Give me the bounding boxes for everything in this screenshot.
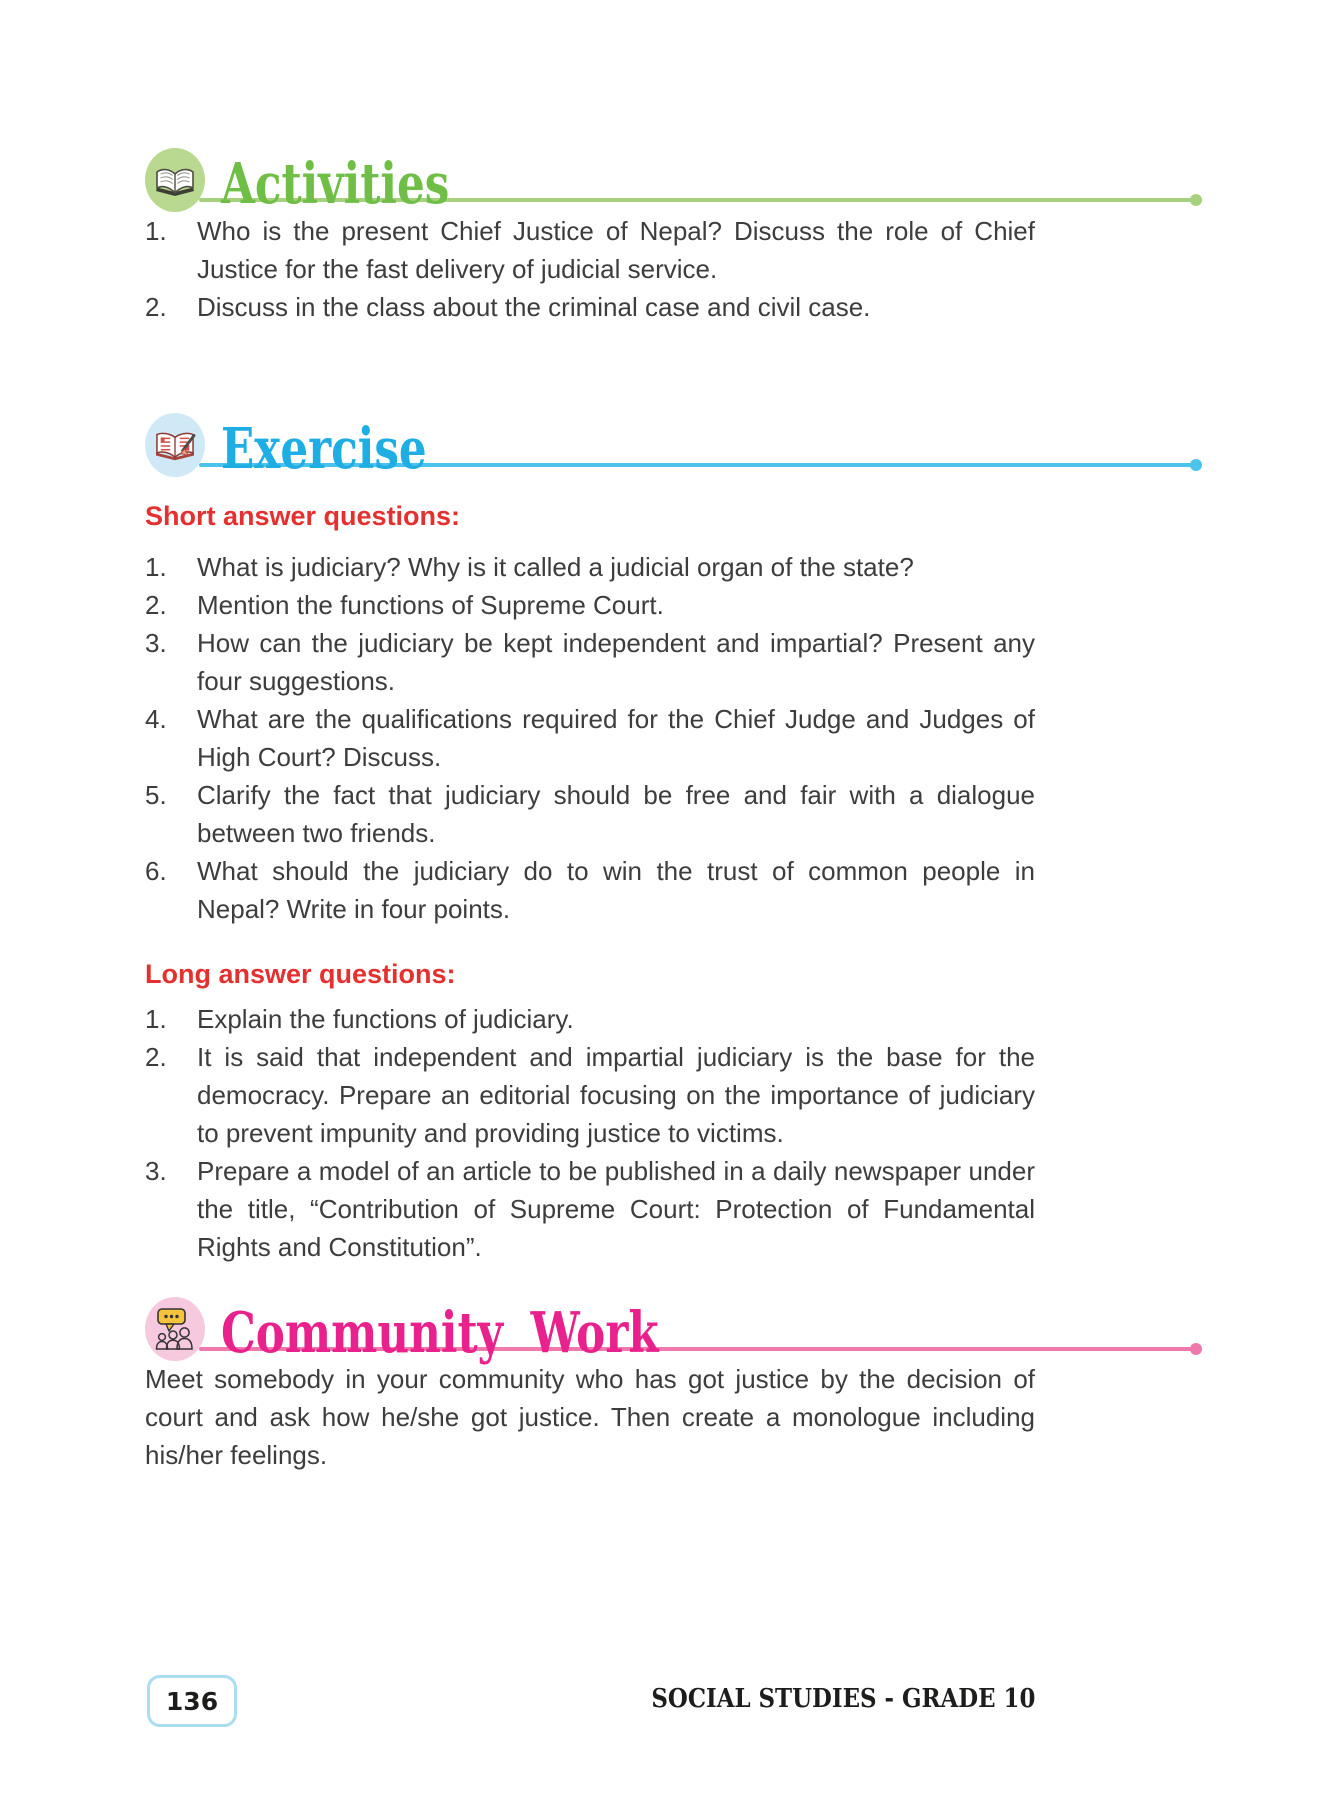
short-answer-list	[145, 548, 1035, 928]
list-item	[145, 1000, 1035, 1038]
activities-title: Activities	[221, 151, 450, 217]
list-item	[145, 776, 1035, 852]
item-text: What is judiciary? Why is it called a judicial organ of the state?	[197, 552, 914, 582]
footer-book-title: SOCIAL STUDIES - GRADE 10	[650, 1684, 1035, 1714]
item-number: 2.	[145, 590, 167, 620]
list-item	[145, 586, 1035, 624]
community-people-icon	[145, 1297, 205, 1361]
item-text: Clarify the fact that judiciary should be free and fair with a dialogue between two friends.	[197, 780, 1035, 848]
item-text: Prepare a model of an article to be published in a daily newspaper under the title, “Contribution of Supreme Court: Protection of Fundamental Rights and Constitution”.	[197, 1156, 1035, 1262]
item-number: 6.	[145, 856, 167, 886]
item-number: 2.	[145, 292, 167, 322]
long-answer-heading: Long answer questions:	[145, 959, 456, 989]
item-text: Explain the functions of judiciary.	[197, 1004, 574, 1034]
community-work-section-header	[145, 1297, 1196, 1366]
short-answer-heading: Short answer questions:	[145, 501, 461, 531]
page-number: 136	[165, 1686, 219, 1716]
item-number: 1.	[145, 1004, 167, 1034]
list-item	[145, 852, 1035, 928]
book-pen-icon	[145, 413, 205, 477]
exercise-title: Exercise	[221, 416, 427, 482]
item-number: 3.	[145, 628, 167, 658]
item-text: What are the qualifications required for the Chief Judge and Judges of High Court? Discuss.	[197, 704, 1035, 772]
list-item	[145, 700, 1035, 776]
item-number: 1.	[145, 552, 167, 582]
item-number: 2.	[145, 1042, 167, 1072]
list-item	[145, 212, 1035, 288]
item-text: How can the judiciary be kept independent and impartial? Present any four suggestions.	[197, 628, 1035, 696]
item-number: 1.	[145, 216, 167, 246]
activities-section-header	[145, 148, 1196, 217]
activities-list	[145, 212, 1035, 326]
item-text: Mention the functions of Supreme Court.	[197, 590, 664, 620]
list-item	[145, 548, 1035, 586]
item-text: It is said that independent and impartial judiciary is the base for the democracy. Prepare an editorial focusing on the importance of judiciary to prevent impunity and providing justice to victims.	[197, 1042, 1035, 1148]
community-work-title: Community Work	[221, 1300, 659, 1366]
open-book-icon	[145, 148, 205, 212]
item-text: Discuss in the class about the criminal case and civil case.	[197, 292, 871, 322]
long-answer-list	[145, 1000, 1035, 1266]
item-number: 3.	[145, 1156, 167, 1186]
page-number-badge	[147, 1675, 237, 1727]
exercise-section-header	[145, 413, 1196, 482]
item-number: 4.	[145, 704, 167, 734]
list-item	[145, 624, 1035, 700]
community-work-paragraph: Meet somebody in your community who has got justice by the decision of court and ask how he/she got justice. Then create a monologue including his/her feelings.	[145, 1364, 1035, 1470]
list-item	[145, 1038, 1035, 1152]
list-item	[145, 1152, 1035, 1266]
item-number: 5.	[145, 780, 167, 810]
item-text: Who is the present Chief Justice of Nepal? Discuss the role of Chief Justice for the fast delivery of judicial service.	[197, 216, 1035, 284]
item-text: What should the judiciary do to win the trust of common people in Nepal? Write in four points.	[197, 856, 1035, 924]
list-item	[145, 288, 1035, 326]
